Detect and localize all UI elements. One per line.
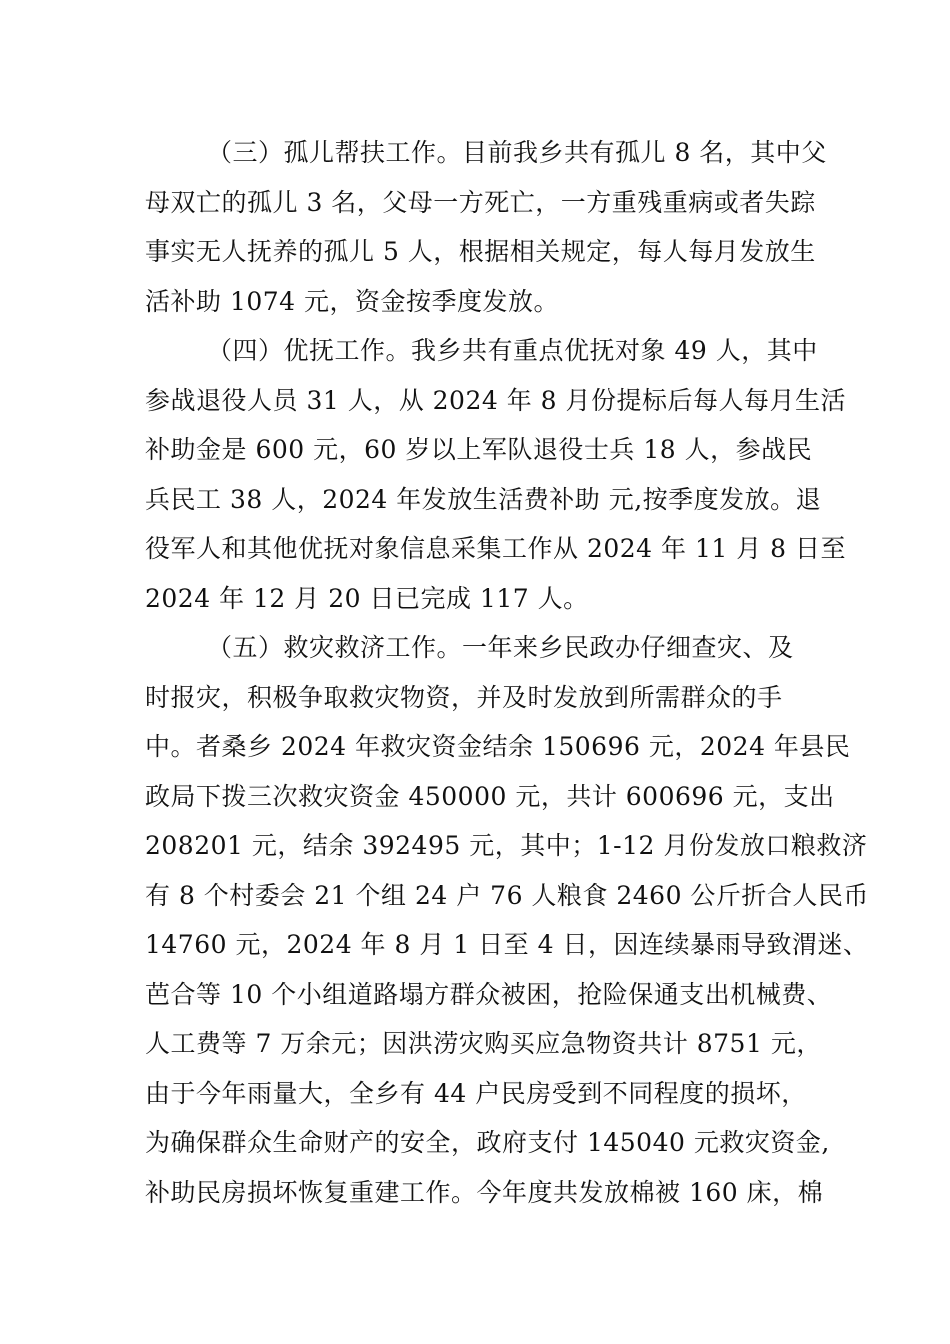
text-line: 政局下拨三次救灾资金 450000 元，共计 600696 元，支出 — [145, 781, 835, 811]
text-line: 事实无人抚养的孤儿 5 人，根据相关规定，每人每月发放生 — [145, 237, 816, 266]
text-line: 补助金是 600 元，60 岁以上军队退役士兵 18 人，参战民 — [145, 435, 813, 464]
paragraph-disaster-relief — [145, 623, 869, 1217]
text-line: 参战退役人员 31 人，从 2024 年 8 月份提标后每人每月生活 — [145, 385, 847, 415]
text-line: 为确保群众生命财产的安全，政府支付 145040 元救灾资金, — [145, 1128, 830, 1157]
text-line: 时报灾，积极争取救灾物资，并及时发放到所需群众的手 — [145, 682, 783, 712]
text-line: 由于今年雨量大，全乡有 44 户民房受到不同程度的损坏， — [145, 1078, 807, 1108]
text-line: （三）孤儿帮扶工作。目前我乡共有孤儿 8 名，其中父 — [207, 138, 827, 167]
paragraph-orphan-assistance — [145, 128, 827, 326]
text-line: （四）优抚工作。我乡共有重点优抚对象 49 人，其中 — [207, 336, 818, 365]
paragraph-special-care — [145, 326, 847, 623]
text-line: 活补助 1074 元，资金按季度发放。 — [145, 286, 560, 316]
text-line: 役军人和其他优抚对象信息采集工作从 2024 年 11 月 8 日至 — [145, 534, 847, 563]
text-line: 有 8 个村委会 21 个组 24 户 76 人粮食 2460 公斤折合人民币 — [145, 880, 869, 910]
document-body — [145, 128, 869, 1217]
text-line: 208201 元，结余 392495 元，其中；1-12 月份发放口粮救济 — [145, 831, 868, 860]
text-line: 人工费等 7 万余元；因洪涝灾购买应急物资共计 8751 元， — [145, 1029, 822, 1058]
text-line: 补助民房损坏恢复重建工作。今年度共发放棉被 160 床，棉 — [145, 1177, 824, 1207]
text-line: 芭合等 10 个小组道路塌方群众被困，抢险保通支出机械费、 — [145, 979, 833, 1009]
text-line: 兵民工 38 人，2024 年发放生活费补助 元,按季度发放。退 — [145, 484, 822, 514]
text-line: 2024 年 12 月 20 日已完成 117 人。 — [145, 583, 589, 613]
text-line: （五）救灾救济工作。一年来乡民政办仔细查灾、及 — [207, 633, 794, 662]
text-line: 母双亡的孤儿 3 名，父母一方死亡，一方重残重病或者失踪 — [145, 187, 816, 217]
text-line: 14760 元，2024 年 8 月 1 日至 4 日，因连续暴雨导致渭迷、 — [145, 930, 869, 959]
text-line: 中。者桑乡 2024 年救灾资金结余 150696 元，2024 年县民 — [145, 732, 851, 761]
